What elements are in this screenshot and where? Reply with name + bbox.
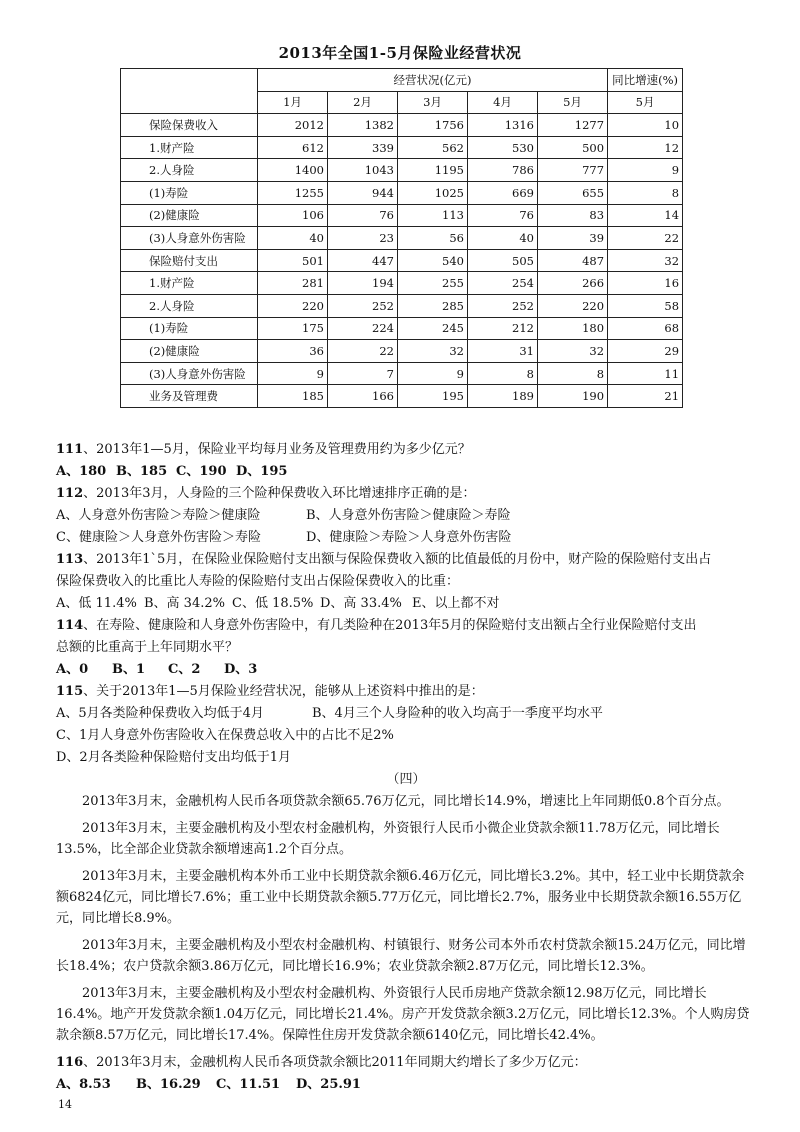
growth-cell: 29: [608, 340, 683, 363]
growth-cell: 68: [608, 317, 683, 340]
growth-cell: 14: [608, 204, 683, 227]
table-row: [121, 249, 683, 272]
month-header: 4月: [468, 91, 538, 114]
value-cell: 562: [398, 136, 468, 159]
row-label: 1.财产险: [121, 272, 258, 295]
growth-cell: 11: [608, 362, 683, 385]
value-cell: 185: [258, 385, 328, 408]
question-text: 、2013年3月末，金融机构人民币各项贷款余额比2011年同期大约增长了多少万亿元：: [83, 1055, 587, 1070]
option: D、健康险＞寿险＞人身意外伤害险: [306, 530, 512, 545]
value-cell: 281: [258, 272, 328, 295]
option: D、195: [236, 464, 288, 479]
value-cell: 1382: [328, 114, 398, 137]
value-cell: 212: [468, 317, 538, 340]
question-text: 、2013年3月，人身险的三个险种保费收入环比增速排序正确的是：: [83, 486, 476, 501]
growth-cell: 21: [608, 385, 683, 408]
value-cell: 447: [328, 249, 398, 272]
value-cell: 530: [468, 136, 538, 159]
table-row: [121, 317, 683, 340]
option: D、3: [224, 662, 258, 677]
table-row: [121, 227, 683, 250]
value-cell: 195: [398, 385, 468, 408]
value-cell: 786: [468, 159, 538, 182]
page-number: 14: [58, 1098, 72, 1111]
row-label: 保险保费收入: [121, 114, 258, 137]
options-112-row2: [56, 527, 756, 549]
value-cell: 224: [328, 317, 398, 340]
option: A、8.53: [56, 1077, 111, 1092]
row-label: 1.财产险: [121, 136, 258, 159]
value-cell: 1195: [398, 159, 468, 182]
row-label: (2)健康险: [121, 340, 258, 363]
options-111: [56, 461, 756, 483]
option: E、以上都不对: [412, 596, 500, 611]
options-115-row3: D、2月各类险种保险赔付支出均低于1月: [56, 750, 291, 765]
question-number: 116: [56, 1055, 84, 1070]
table-row: [121, 181, 683, 204]
options-116: [56, 1074, 756, 1096]
growth-cell: 16: [608, 272, 683, 295]
value-cell: 777: [538, 159, 608, 182]
growth-cell: 8: [608, 181, 683, 204]
table-title: 2013年全国1-5月保险业经营状况: [278, 44, 522, 62]
value-cell: 487: [538, 249, 608, 272]
value-cell: 540: [398, 249, 468, 272]
question-116: [56, 1052, 756, 1074]
value-cell: 106: [258, 204, 328, 227]
value-cell: 655: [538, 181, 608, 204]
option: B、16.29: [136, 1077, 201, 1092]
question-number: 115: [56, 684, 84, 699]
option: A、180: [56, 464, 107, 479]
options-112-row1: [56, 505, 756, 527]
value-cell: 32: [538, 340, 608, 363]
table-body: [121, 114, 683, 408]
row-label: 保险赔付支出: [121, 249, 258, 272]
row-label: (2)健康险: [121, 204, 258, 227]
option: B、1: [112, 662, 146, 677]
option: C、低 18.5%: [232, 596, 314, 611]
question-number: 111: [56, 442, 84, 457]
growth-month-header: 5月: [608, 91, 683, 114]
value-cell: 189: [468, 385, 538, 408]
value-cell: 9: [258, 362, 328, 385]
question-114: [56, 615, 756, 637]
growth-cell: 12: [608, 136, 683, 159]
value-cell: 2012: [258, 114, 328, 137]
growth-cell: 58: [608, 294, 683, 317]
table-row: [121, 272, 683, 295]
value-cell: 220: [538, 294, 608, 317]
value-cell: 76: [468, 204, 538, 227]
value-cell: 194: [328, 272, 398, 295]
option: D、高 33.4%: [320, 596, 402, 611]
value-cell: 8: [538, 362, 608, 385]
option: A、0: [56, 662, 89, 677]
value-cell: 1043: [328, 159, 398, 182]
value-cell: 1400: [258, 159, 328, 182]
question-number: 112: [56, 486, 84, 501]
table-row: [121, 294, 683, 317]
value-cell: 83: [538, 204, 608, 227]
month-header: 1月: [258, 91, 328, 114]
value-cell: 220: [258, 294, 328, 317]
value-cell: 1277: [538, 114, 608, 137]
insurance-table: [120, 68, 683, 408]
value-cell: 76: [328, 204, 398, 227]
month-header: 2月: [328, 91, 398, 114]
row-label: (1)寿险: [121, 317, 258, 340]
options-115-row1: [56, 703, 756, 725]
section-heading: （四）: [386, 772, 426, 787]
questions-block: [56, 439, 756, 1096]
value-cell: 1756: [398, 114, 468, 137]
option: A、低 11.4%: [56, 596, 137, 611]
value-cell: 175: [258, 317, 328, 340]
question-114-cont: 总额的比重高于上年同期水平？: [56, 640, 239, 655]
question-115: [56, 681, 756, 703]
value-cell: 23: [328, 227, 398, 250]
row-label: (3)人身意外伤害险: [121, 362, 258, 385]
month-header: 5月: [538, 91, 608, 114]
question-111: [56, 439, 756, 461]
paragraph: 2013年3月末，主要金融机构本外币工业中长期贷款余额6.46万亿元，同比增长3.2%。其中，轻工业中长期贷款余额6824亿元，同比增长7.6%；重工业中长期贷款余额5.77万亿元，同比增长2.7%，服务业中长期贷款余额16.55万亿元，同比增长8.9%。: [56, 869, 745, 926]
table-row: [121, 114, 683, 137]
option: C、2: [168, 662, 201, 677]
value-cell: 36: [258, 340, 328, 363]
option: C、11.51: [216, 1077, 281, 1092]
option: A、人身意外伤害险＞寿险＞健康险: [56, 508, 261, 523]
value-cell: 285: [398, 294, 468, 317]
paragraph: 2013年3月末，主要金融机构及小型农村金融机构、村镇银行、财务公司本外币农村贷款余额15.24万亿元，同比增长18.4%；农户贷款余额3.86万亿元，同比增长16.9%；农业贷款余额2.87万亿元，同比增长12.3%。: [56, 938, 746, 974]
value-cell: 32: [398, 340, 468, 363]
value-cell: 9: [398, 362, 468, 385]
option: C、健康险＞人身意外伤害险＞寿险: [56, 530, 261, 545]
value-cell: 500: [538, 136, 608, 159]
options-114: [56, 659, 756, 681]
value-cell: 612: [258, 136, 328, 159]
value-cell: 166: [328, 385, 398, 408]
question-number: 113: [56, 552, 84, 567]
row-label: 2.人身险: [121, 294, 258, 317]
option: D、25.91: [296, 1077, 361, 1092]
table-row: [121, 385, 683, 408]
value-cell: 245: [398, 317, 468, 340]
row-label: 业务及管理费: [121, 385, 258, 408]
value-cell: 339: [328, 136, 398, 159]
option: B、185: [116, 464, 168, 479]
question-text: 、在寿险、健康险和人身意外伤害险中，有几类险种在2013年5月的保险赔付支出额占全行业保险赔付支出: [83, 618, 697, 633]
growth-cell: 10: [608, 114, 683, 137]
option: B、人身意外伤害险＞健康险＞寿险: [306, 508, 511, 523]
question-number: 114: [56, 618, 84, 633]
growth-cell: 22: [608, 227, 683, 250]
table-row: [121, 204, 683, 227]
value-cell: 180: [538, 317, 608, 340]
growth-header: 同比增速(%): [608, 69, 683, 92]
question-text: 、2013年1—5月，保险业平均每月业务及管理费用约为多少亿元？: [83, 442, 471, 457]
table-row: [121, 159, 683, 182]
value-cell: 944: [328, 181, 398, 204]
table-row: [121, 340, 683, 363]
value-cell: 501: [258, 249, 328, 272]
value-cell: 31: [468, 340, 538, 363]
value-cell: 8: [468, 362, 538, 385]
value-cell: 254: [468, 272, 538, 295]
row-label: (1)寿险: [121, 181, 258, 204]
corner-cell: [121, 69, 258, 114]
value-cell: 40: [258, 227, 328, 250]
question-text: 、2013年1`5月，在保险业保险赔付支出额与保险保费收入额的比值最低的月份中，财产险的保险赔付支出占: [83, 552, 712, 567]
paragraph: 2013年3月末，主要金融机构及小型农村金融机构，外资银行人民币小微企业贷款余额11.78万亿元，同比增长13.5%，比全部企业贷款余额增速高1.2个百分点。: [56, 821, 720, 857]
value-cell: 505: [468, 249, 538, 272]
option: A、5月各类险种保费收入均低于4月: [56, 706, 264, 721]
value-cell: 1316: [468, 114, 538, 137]
table-row: [121, 362, 683, 385]
value-cell: 22: [328, 340, 398, 363]
value-cell: 669: [468, 181, 538, 204]
value-cell: 1255: [258, 181, 328, 204]
value-cell: 39: [538, 227, 608, 250]
value-cell: 255: [398, 272, 468, 295]
value-cell: 113: [398, 204, 468, 227]
month-header: 3月: [398, 91, 468, 114]
value-cell: 40: [468, 227, 538, 250]
growth-cell: 32: [608, 249, 683, 272]
value-cell: 252: [468, 294, 538, 317]
row-label: 2.人身险: [121, 159, 258, 182]
paragraph: 2013年3月末，金融机构人民币各项贷款余额65.76万亿元，同比增长14.9%，增速比上年同期低0.8个百分点。: [82, 794, 730, 809]
value-cell: 190: [538, 385, 608, 408]
option: C、190: [176, 464, 227, 479]
value-cell: 266: [538, 272, 608, 295]
options-115-row2: C、1月人身意外伤害险收入在保费总收入中的占比不足2%: [56, 728, 394, 743]
question-text: 、关于2013年1—5月保险业经营状况，能够从上述资料中推出的是：: [83, 684, 484, 699]
value-cell: 252: [328, 294, 398, 317]
value-cell: 7: [328, 362, 398, 385]
table-row: [121, 136, 683, 159]
row-label: (3)人身意外伤害险: [121, 227, 258, 250]
paragraph: 2013年3月末，主要金融机构及小型农村金融机构、外资银行人民币房地产贷款余额12.98万亿元，同比增长16.4%。地产开发贷款余额1.04万亿元，同比增长21.4%。房产开发贷款余额3.2万亿元，同比增长12.3%。个人购房贷款余额8.57万亿元，同比增长17.4%。保障性住房开发贷款余额6140亿元，同比增长42.4%。: [56, 986, 750, 1043]
question-112: [56, 483, 756, 505]
value-cell: 1025: [398, 181, 468, 204]
group-header: 经营状况(亿元): [258, 69, 608, 92]
option: B、高 34.2%: [144, 596, 225, 611]
question-113: [56, 549, 756, 571]
growth-cell: 9: [608, 159, 683, 182]
value-cell: 56: [398, 227, 468, 250]
options-113: [56, 593, 756, 615]
question-113-cont: 保险保费收入的比重比人寿险的保险赔付支出占保险保费收入的比重：: [56, 574, 460, 589]
option: B、4月三个人身险种的收入均高于一季度平均水平: [312, 706, 603, 721]
